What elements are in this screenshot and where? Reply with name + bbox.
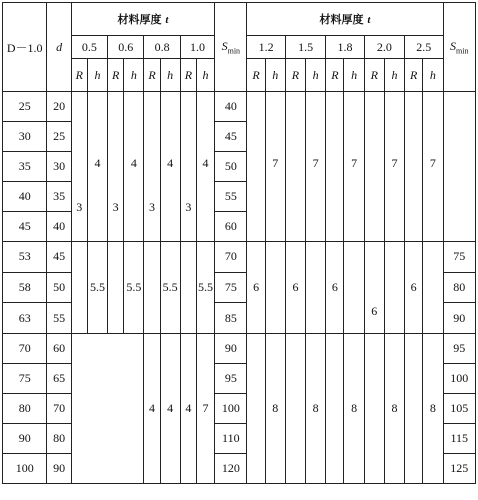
cell-R-1.0: 4 [180,334,196,484]
cell-S-left: 45 [215,122,247,152]
cell-D: 70 [3,334,47,364]
cell-d: 40 [47,212,71,242]
col-h: h [423,59,443,92]
cell-R-0.5: 3 [71,92,87,242]
col-R: R [326,59,344,92]
cell-h-0.8: 4 [160,92,180,242]
cell-h-1.0: 7 [196,334,214,484]
col-R: R [180,59,196,92]
cell-S-right: 100 [443,364,476,394]
cell-R-1.8: 6 [326,242,344,334]
col-R: R [247,59,265,92]
cell-d: 60 [47,334,71,364]
cell-R-2.0 [364,92,384,242]
thickness-1.5: 1.5 [285,36,325,59]
cell-h-1.2: 7 [265,92,285,242]
header-S-left: $S_{min}$ [215,3,247,92]
col-R: R [144,59,160,92]
cell-h-1.5: 7 [306,92,326,242]
cell-R-2.0: 6 [364,242,384,334]
cell-S-left: 60 [215,212,247,242]
cell-S-left: 120 [215,454,247,484]
cell-h-0.5: 5.5 [87,242,107,334]
thickness-0.5: 0.5 [71,36,107,59]
cell-D: 25 [3,92,47,122]
cell-R-2.5: 6 [405,242,423,334]
cell-R-0.6 [108,242,124,334]
cell-D: 58 [3,272,47,303]
cell-S-right: 115 [443,424,476,454]
cell-R-1.5 [285,92,305,242]
cell-S-right: 80 [443,272,476,303]
col-R: R [285,59,305,92]
cell-R-1.2 [247,334,265,484]
thickness-2.5: 2.5 [405,36,443,59]
cell-S-left: 75 [215,272,247,303]
cell-R-2.5 [405,92,423,242]
cell-R-1.0: 3 [180,92,196,242]
cell-d: 65 [47,364,71,394]
cell-h-2.0: 8 [384,334,404,484]
col-h: h [344,59,364,92]
cell-h-2.5: 8 [423,334,443,484]
cell-h-1.8 [344,242,364,334]
cell-d: 35 [47,182,71,212]
thickness-0.8: 0.8 [144,36,180,59]
thickness-1.2: 1.2 [247,36,285,59]
cell-D: 35 [3,152,47,182]
header-thickness-right: 材料厚度 t [247,3,443,36]
cell-S-left: 95 [215,364,247,394]
cell-d: 25 [47,122,71,152]
col-R: R [405,59,423,92]
cell-h-1.2 [265,242,285,334]
cell-R-0.8: 4 [144,334,160,484]
cell-h-1.0: 4 [196,92,214,242]
cell-R-1.5: 6 [285,242,305,334]
cell-R-2.0 [364,334,384,484]
cell-d: 70 [47,394,71,424]
col-R: R [364,59,384,92]
cell-D: 45 [3,212,47,242]
cell-R-0.8 [144,242,160,334]
cell-D: 75 [3,364,47,394]
cell-d: 20 [47,92,71,122]
cell-R-1.0 [180,242,196,334]
cell-R-0.8: 3 [144,92,160,242]
cell-S-right: 95 [443,334,476,364]
cell-D: 90 [3,424,47,454]
col-h: h [306,59,326,92]
cell-h-1.0: 5.5 [196,242,214,334]
cell-h-1.2: 8 [265,334,285,484]
cell-empty-block [71,334,144,484]
header-D: D－1.0 [3,3,47,92]
cell-S-left: 50 [215,152,247,182]
cell-D: 30 [3,122,47,152]
header-d: d [47,3,71,92]
cell-h-1.5 [306,242,326,334]
col-R: R [71,59,87,92]
cell-R-1.8 [326,92,344,242]
spec-table [2,2,476,484]
cell-S-left: 55 [215,182,247,212]
cell-d: 90 [47,454,71,484]
cell-D: 63 [3,303,47,334]
cell-R-1.8 [326,334,344,484]
cell-d: 45 [47,242,71,273]
cell-h-1.8: 8 [344,334,364,484]
cell-S-left: 40 [215,92,247,122]
cell-S-right: 90 [443,303,476,334]
cell-R-0.6: 3 [108,92,124,242]
cell-h-2.5 [423,242,443,334]
col-R: R [108,59,124,92]
col-h: h [160,59,180,92]
cell-h-2.0: 7 [384,92,404,242]
cell-h-2.0 [384,242,404,334]
cell-h-0.6: 4 [124,92,144,242]
cell-S-right: 105 [443,394,476,424]
cell-h-0.8: 5.5 [160,242,180,334]
cell-d: 80 [47,424,71,454]
thickness-2.0: 2.0 [364,36,404,59]
cell-D: 53 [3,242,47,273]
col-h: h [196,59,214,92]
thickness-1.8: 1.8 [326,36,364,59]
cell-h-1.8: 7 [344,92,364,242]
cell-d: 50 [47,272,71,303]
thickness-1.0: 1.0 [180,36,214,59]
cell-h-1.5: 8 [306,334,326,484]
col-h: h [124,59,144,92]
cell-h-0.8: 4 [160,334,180,484]
cell-S-right: 125 [443,454,476,484]
cell-S-left: 100 [215,394,247,424]
cell-R-1.2: 6 [247,242,265,334]
cell-S-left: 85 [215,303,247,334]
cell-R-1.2 [247,92,265,242]
cell-D: 100 [3,454,47,484]
col-h: h [87,59,107,92]
cell-d: 55 [47,303,71,334]
cell-R-0.5 [71,242,87,334]
cell-S-right-empty [443,92,476,242]
col-h: h [265,59,285,92]
cell-D: 80 [3,394,47,424]
cell-R-1.5 [285,334,305,484]
cell-d: 30 [47,152,71,182]
cell-h-0.6: 5.5 [124,242,144,334]
cell-S-left: 110 [215,424,247,454]
cell-S-left: 70 [215,242,247,273]
col-h: h [384,59,404,92]
thickness-0.6: 0.6 [108,36,144,59]
header-S-right: $S_{min}$ [443,3,476,92]
cell-h-0.5: 4 [87,92,107,242]
cell-h-2.5: 7 [423,92,443,242]
header-thickness-left: 材料厚度 t [71,3,214,36]
cell-S-left: 90 [215,334,247,364]
cell-D: 40 [3,182,47,212]
cell-S-right: 75 [443,242,476,273]
cell-R-2.5 [405,334,423,484]
